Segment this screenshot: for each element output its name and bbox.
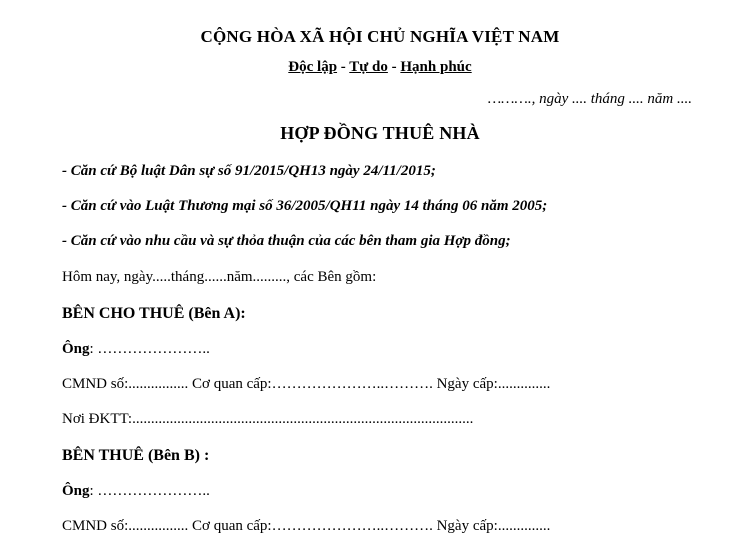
national-motto [62, 60, 698, 75]
party-b-id-row: CMND số:................ Cơ quan cấp:…………………..………. Ngày cấp:.............. [62, 518, 551, 534]
intro-paragraph: Hôm nay, ngày.....tháng......năm........., các Bên gồm: [62, 269, 377, 285]
party-a-name-value: : ………………….. [89, 341, 210, 357]
page-title: HỢP ĐỒNG THUÊ NHÀ [280, 123, 480, 143]
legal-basis-item: - Căn cứ vào Luật Thương mại số 36/2005/QH11 ngày 14 tháng 06 năm 2005; [62, 198, 548, 214]
dateline: ………., ngày .... tháng .... năm .... [487, 91, 692, 107]
party-a-name-label: Ông [62, 341, 90, 357]
motto-happiness: Hạnh phúc [400, 59, 472, 75]
party-b-name-label: Ông [62, 483, 90, 499]
party-a-id-row: CMND số:................ Cơ quan cấp:…………………..………. Ngày cấp:.............. [62, 376, 551, 392]
party-a-address-row: Nơi ĐKTT:........................................................................................... [62, 411, 474, 427]
legal-basis-item: - Căn cứ vào nhu cầu và sự thỏa thuận của các bên tham gia Hợp đồng; [62, 233, 511, 249]
party-b-name-row [62, 484, 698, 499]
motto-separator-2: - [387, 59, 401, 75]
party-a-heading: BÊN CHO THUÊ (Bên A): [62, 305, 246, 322]
motto-independence: Độc lập [288, 59, 338, 75]
party-b-heading: BÊN THUÊ (Bên B) : [62, 447, 210, 464]
motto-separator-1: - [337, 59, 350, 75]
national-title: CỘNG HÒA XÃ HỘI CHỦ NGHĨA VIỆT NAM [200, 27, 560, 46]
legal-basis-item: - Căn cứ Bộ luật Dân sự số 91/2015/QH13 ngày 24/11/2015; [62, 163, 436, 179]
party-b-name-value: : ………………….. [89, 483, 210, 499]
motto-freedom: Tự do [349, 59, 388, 75]
party-a-name-row [62, 342, 698, 357]
